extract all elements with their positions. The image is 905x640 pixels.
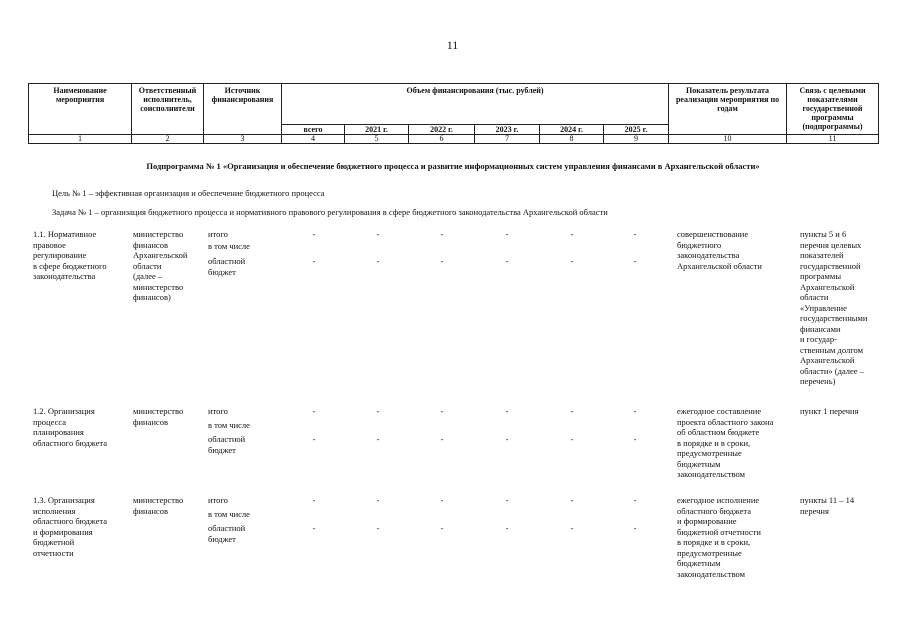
row-1-source-incl: в том числе: [208, 241, 250, 251]
row-2-source-total: итого: [208, 406, 228, 416]
row-3-budget-value: -: [376, 523, 380, 533]
header-year: 2024 г.: [540, 125, 604, 135]
column-number: 2: [132, 135, 204, 144]
row-2-link: пункт 1 перечня: [800, 406, 859, 416]
row-3-total-value: -: [312, 495, 316, 505]
header-responsible: Ответственный исполнитель, соисполнители: [132, 84, 204, 135]
row-1-total-value: -: [312, 229, 316, 239]
row-2-source-budget: областной бюджет: [208, 434, 246, 455]
row-3-budget-value: -: [633, 523, 637, 533]
row-2-budget-value: -: [633, 434, 637, 444]
row-1-total-value: -: [570, 229, 574, 239]
header-link: Связь с целевыми показателями государственной программы (подпрограммы): [787, 84, 879, 135]
row-1-budget-value: -: [570, 256, 574, 266]
row-1-total-value: -: [505, 229, 509, 239]
header-year: 2022 г.: [409, 125, 475, 135]
row-3-source-budget: областной бюджет: [208, 523, 246, 544]
header-source: Источник финансирования: [204, 84, 282, 135]
row-2-total-value: -: [376, 406, 380, 416]
row-1-budget-value: -: [440, 256, 444, 266]
column-number: 1: [29, 135, 132, 144]
row-2-budget-value: -: [440, 434, 444, 444]
row-1-name: 1.1. Нормативное правовое регулирование в сфере бюджетного законодательства: [33, 229, 107, 281]
row-2-budget-value: -: [376, 434, 380, 444]
row-2-total-value: -: [570, 406, 574, 416]
row-3-indicator: ежегодное исполнение областного бюджета и формирование бюджетной отчетности в порядке и в сроки, предусмотренные бюджетным законодательством: [677, 495, 761, 579]
row-2-responsible: министерство финансов: [133, 406, 184, 427]
row-1-budget-value: -: [633, 256, 637, 266]
row-3-name: 1.3. Организация исполнения областного бюджета и формирования бюджетной отчетности: [33, 495, 108, 558]
row-3-source-incl: в том числе: [208, 509, 250, 519]
row-3-link: пункты 11 – 14 перечня: [800, 495, 855, 516]
header-year: 2025 г.: [604, 125, 669, 135]
row-1-source-budget: областной бюджет: [208, 256, 246, 277]
header-indicator: Показатель результата реализации мероприятия по годам: [669, 84, 787, 135]
row-3-budget-value: -: [312, 523, 316, 533]
column-number: 9: [604, 135, 669, 144]
row-3-total-value: -: [570, 495, 574, 505]
subprogram-title: Подпрограмма № 1 «Организация и обеспечение бюджетного процесса и развитие информационных систем управления финансами в Архангельской области»: [146, 161, 760, 171]
row-3-budget-value: -: [505, 523, 509, 533]
row-2-total-value: -: [505, 406, 509, 416]
row-2-budget-value: -: [505, 434, 509, 444]
row-3-total-value: -: [633, 495, 637, 505]
funding-table-header: [28, 83, 879, 144]
header-name: Наименование мероприятия: [29, 84, 132, 135]
header-total: всего: [282, 125, 345, 135]
row-3-budget-value: -: [570, 523, 574, 533]
row-2-budget-value: -: [570, 434, 574, 444]
row-1-responsible: министерство финансов Архангельской области (далее – министерство финансов): [133, 229, 188, 302]
column-number: 7: [475, 135, 540, 144]
header-year: 2023 г.: [475, 125, 540, 135]
column-number: 3: [204, 135, 282, 144]
row-1-source-total: итого: [208, 229, 228, 239]
goal-text: Цель № 1 – эффективная организация и обеспечение бюджетного процесса: [52, 188, 325, 198]
row-2-total-value: -: [440, 406, 444, 416]
row-2-indicator: ежегодное составление проекта областного закона об областном бюджете в порядке и в сроки, предусмотренные бюджетным законодательством: [677, 406, 774, 479]
row-1-indicator: совершенствование бюджетного законодательства Архангельской области: [677, 229, 762, 271]
row-1-link: пункты 5 и 6 перечня целевых показателей государственной программы Архангельской области «Управление государственными финансами и государ- ственным долгом Архангельской области» (далее – перечень): [800, 229, 868, 386]
column-number: 11: [787, 135, 879, 144]
row-1-budget-value: -: [376, 256, 380, 266]
row-2-budget-value: -: [312, 434, 316, 444]
header-funding: Объем финансирования (тыс. рублей): [282, 84, 669, 125]
column-number: 4: [282, 135, 345, 144]
column-number: 8: [540, 135, 604, 144]
column-number: 6: [409, 135, 475, 144]
row-3-total-value: -: [376, 495, 380, 505]
row-1-budget-value: -: [505, 256, 509, 266]
row-1-total-value: -: [440, 229, 444, 239]
row-3-total-value: -: [440, 495, 444, 505]
row-2-total-value: -: [633, 406, 637, 416]
header-year: 2021 г.: [345, 125, 409, 135]
row-1-total-value: -: [633, 229, 637, 239]
row-3-source-total: итого: [208, 495, 228, 505]
page-number: 11: [446, 38, 459, 52]
row-2-source-incl: в том числе: [208, 420, 250, 430]
row-3-responsible: министерство финансов: [133, 495, 184, 516]
row-3-total-value: -: [505, 495, 509, 505]
task-text: Задача № 1 – организация бюджетного процесса и нормативного правового регулирования в сфере бюджетного законодательства Архангельской области: [52, 207, 608, 217]
row-1-budget-value: -: [312, 256, 316, 266]
row-2-name: 1.2. Организация процесса планирования областного бюджета: [33, 406, 108, 448]
column-number: 10: [669, 135, 787, 144]
row-2-total-value: -: [312, 406, 316, 416]
column-number: 5: [345, 135, 409, 144]
row-1-total-value: -: [376, 229, 380, 239]
row-3-budget-value: -: [440, 523, 444, 533]
